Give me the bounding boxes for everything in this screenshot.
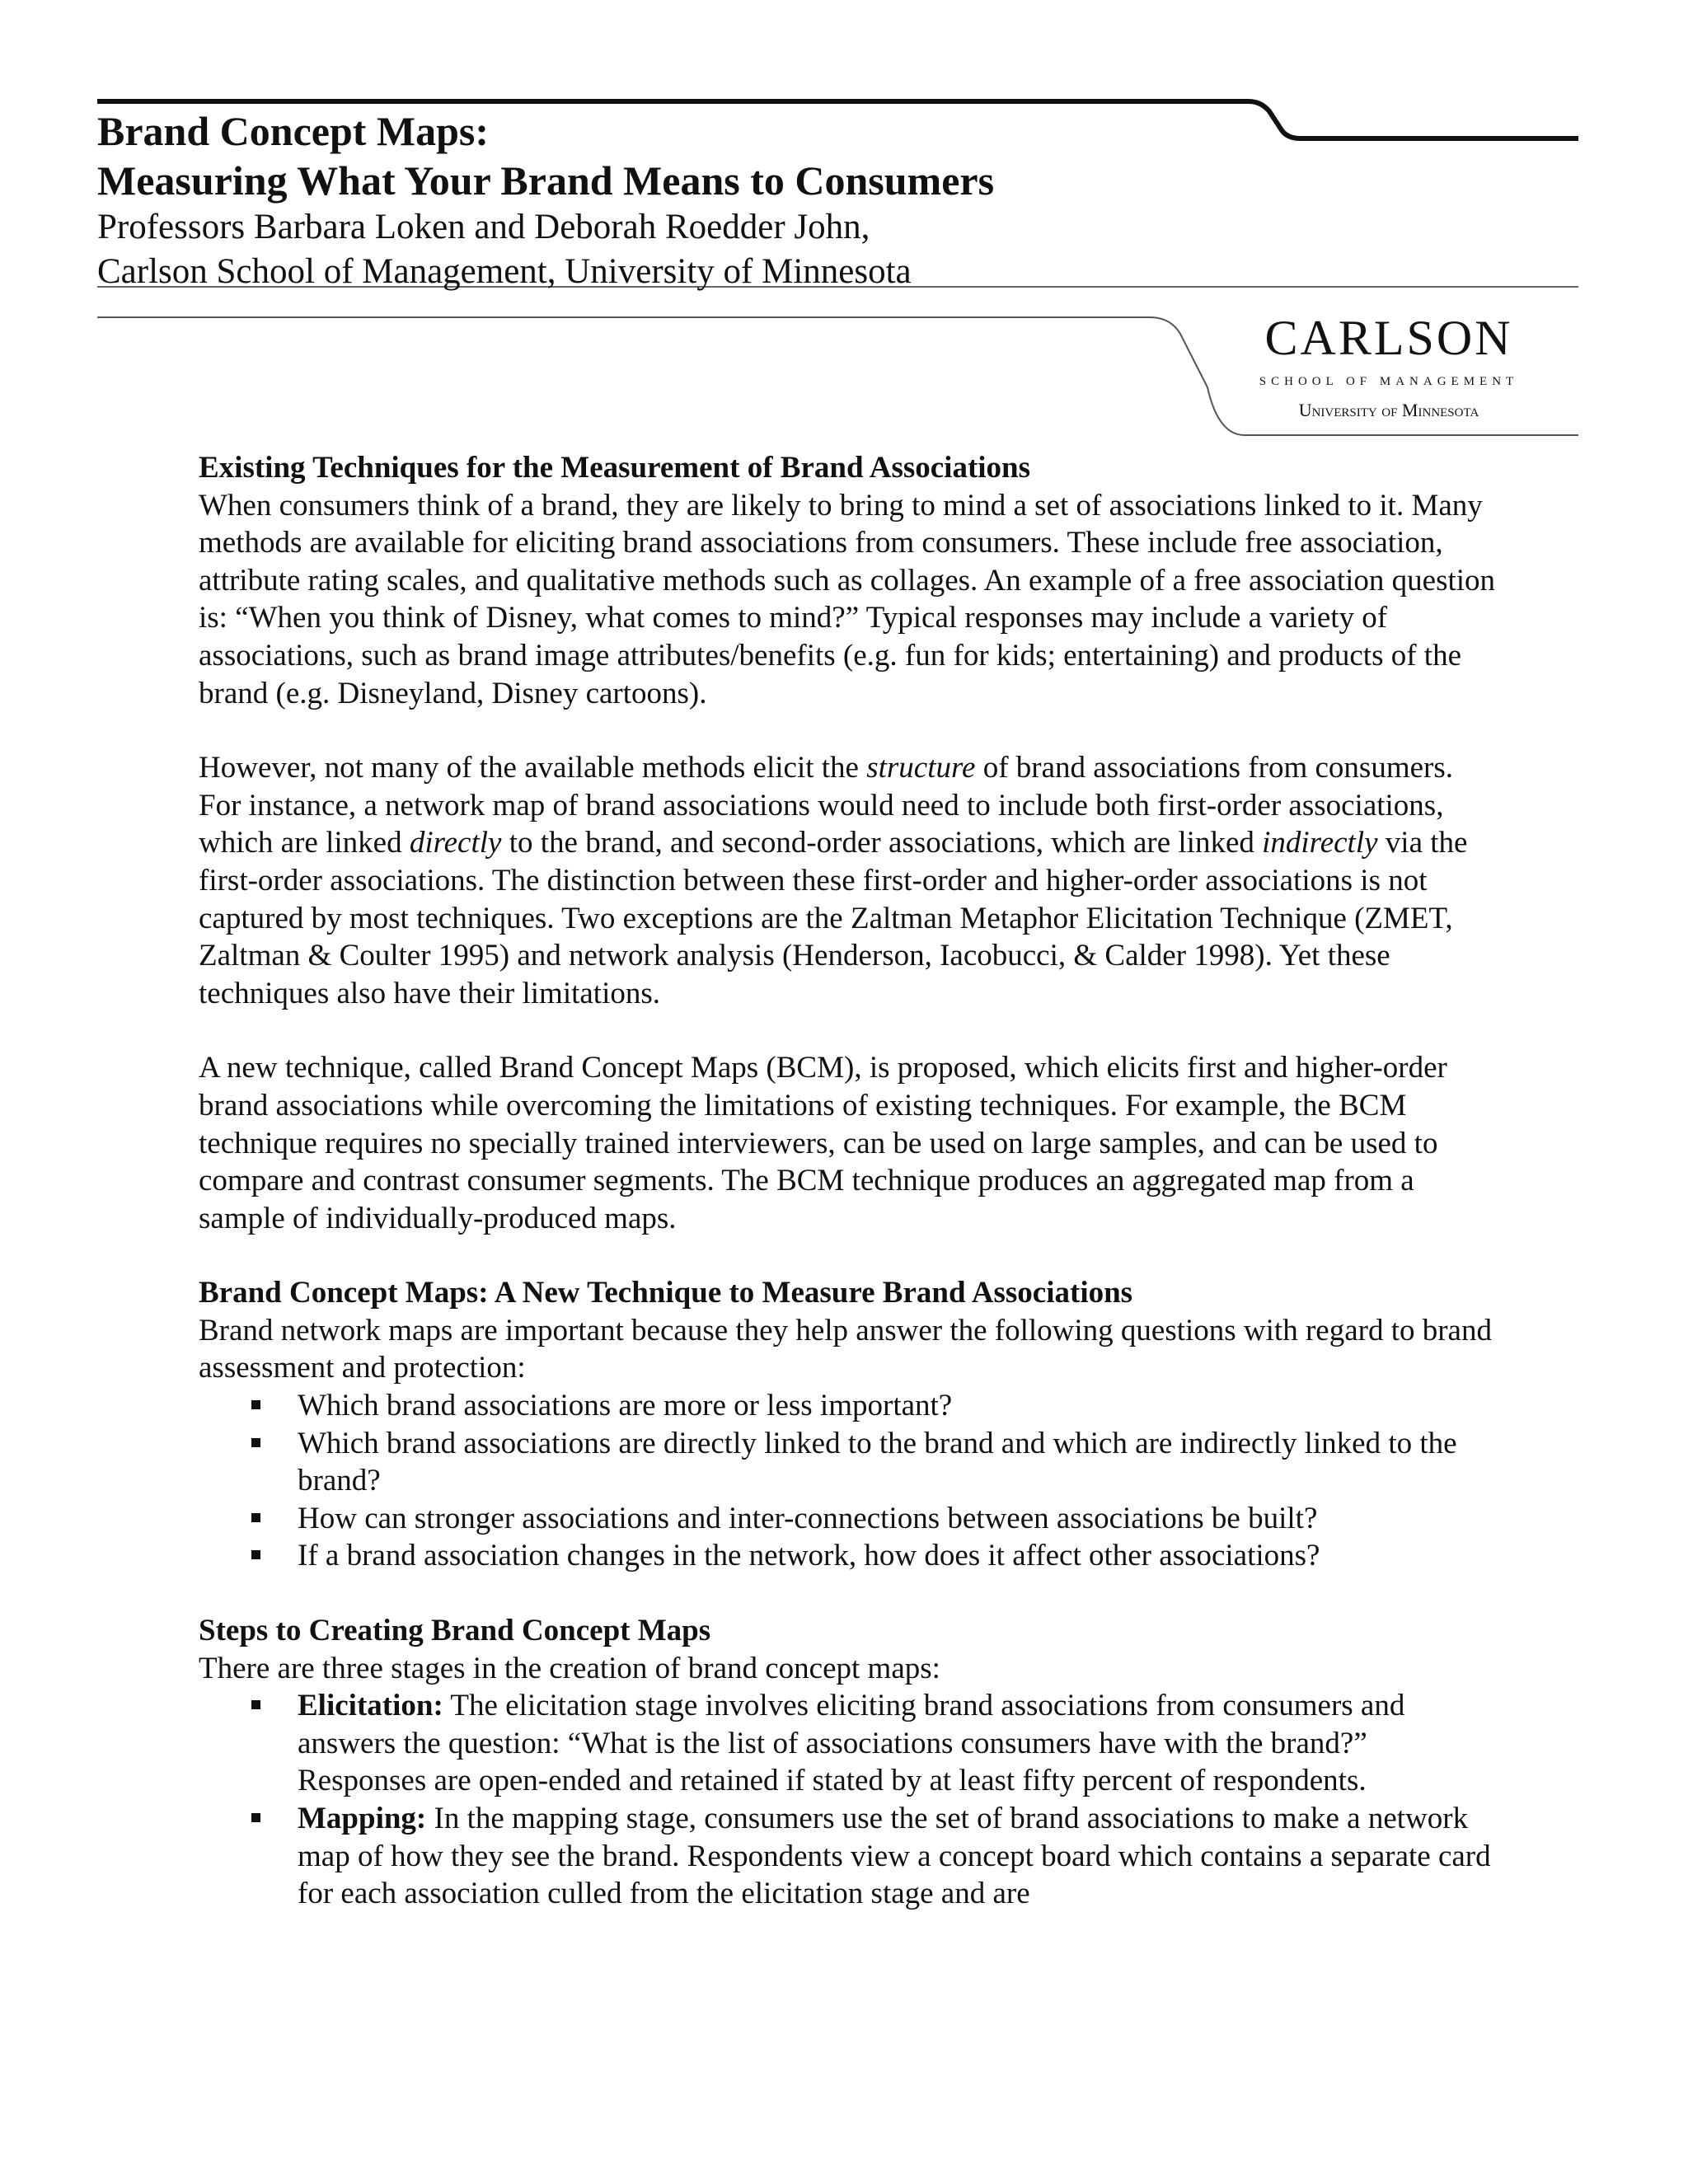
logo-name: CARLSON bbox=[1264, 311, 1513, 365]
list-item: How can stronger associations and inter-connections between associations be built? bbox=[199, 1500, 1501, 1538]
title-line-1: Brand Concept Maps: bbox=[97, 108, 490, 154]
paragraph-steps-intro: There are three stages in the creation of brand concept maps: bbox=[199, 1651, 940, 1685]
text-run: of brand associations from consumers. For instance, a network map of brand associations would need to include both first-order associations, which are linked bbox=[199, 751, 1453, 860]
step-text-mapping: In the mapping stage, consumers use the set of brand associations to make a network map of how they see the brand. Respondents view a concept board which contains a separate card for each association culled from the elicitation stage and are bbox=[298, 1802, 1491, 1911]
document-body bbox=[199, 449, 1501, 1913]
bcm-question-list bbox=[199, 1387, 1501, 1575]
list-item bbox=[199, 1800, 1501, 1913]
emphasis-structure: structure bbox=[866, 751, 976, 785]
section-heading-steps: Steps to Creating Brand Concept Maps bbox=[199, 1614, 711, 1648]
step-label-elicitation: Elicitation: bbox=[298, 1689, 443, 1723]
step-label-mapping: Mapping: bbox=[298, 1802, 427, 1835]
logo-university: University of Minnesota bbox=[1298, 400, 1479, 420]
step-text-elicitation: The elicitation stage involves eliciting brand associations from consumers and answers the question: “What is the list of associations consumers have with the brand?” Responses are open-ended and retained if stated by at least fifty percent of respondents. bbox=[298, 1689, 1405, 1798]
text-run: However, not many of the available methods elicit the bbox=[199, 751, 867, 785]
paragraph-existing-3: A new technique, called Brand Concept Maps (BCM), is proposed, which elicits first and higher-order brand associations while overcoming the limitations of existing techniques. For example, the BCM technique requires no specially trained interviewers, can be used on large samples, and can be used to compare and contrast consumer segments. The BCM technique produces an aggregated map from a sample of individually-produced maps. bbox=[199, 1051, 1447, 1235]
section-heading-bcm: Brand Concept Maps: A New Technique to Measure Brand Associations bbox=[199, 1276, 1133, 1310]
carlson-logo bbox=[1257, 309, 1521, 420]
text-run: via the first-order associations. The distinction between these first-order and higher-order associations is not captured by most techniques. Two exceptions are the Zaltman Metaphor Elicitation Technique (ZMET, Zaltman & Coulter 1995) and network analysis (Henderson, Iacobucci, & Calder 1998). Yet these techniques also have their limitations. bbox=[199, 826, 1468, 1010]
section-heading-existing: Existing Techniques for the Measurement of Brand Associations bbox=[199, 451, 1031, 485]
title-line-2: Measuring What Your Brand Means to Consumers bbox=[97, 157, 995, 204]
list-item: Which brand associations are directly linked to the brand and which are indirectly linked to the brand? bbox=[199, 1425, 1501, 1500]
list-item: Which brand associations are more or less important? bbox=[199, 1387, 1501, 1425]
logo-school: SCHOOL OF MANAGEMENT bbox=[1259, 375, 1519, 388]
list-item bbox=[199, 1687, 1501, 1800]
text-run: to the brand, and second-order associations, which are linked bbox=[501, 826, 1263, 860]
emphasis-indirectly: indirectly bbox=[1262, 826, 1378, 860]
list-item: If a brand association changes in the network, how does it affect other associations? bbox=[199, 1537, 1501, 1575]
paragraph-bcm-intro: Brand network maps are important because they help answer the following questions with regard to brand assessment and protection: bbox=[199, 1313, 1492, 1385]
paragraph-existing-2 bbox=[199, 749, 1501, 1012]
paragraph-existing-1: When consumers think of a brand, they are likely to bring to mind a set of associations linked to it. Many methods are available for eliciting brand associations from consumers. These include free association, attribute rating scales, and qualitative methods such as collages. An example of a free association question is: “When you think of Disney, what comes to mind?” Typical responses may include a variety of associations, such as brand image attributes/benefits (e.g. fun for kids; entertaining) and products of the brand (e.g. Disneyland, Disney cartoons). bbox=[199, 488, 1496, 710]
authors: Professors Barbara Loken and Deborah Roedder John, bbox=[97, 208, 870, 246]
emphasis-directly: directly bbox=[409, 826, 502, 860]
affiliation: Carlson School of Management, University of Minnesota bbox=[97, 252, 912, 291]
steps-list bbox=[199, 1687, 1501, 1913]
